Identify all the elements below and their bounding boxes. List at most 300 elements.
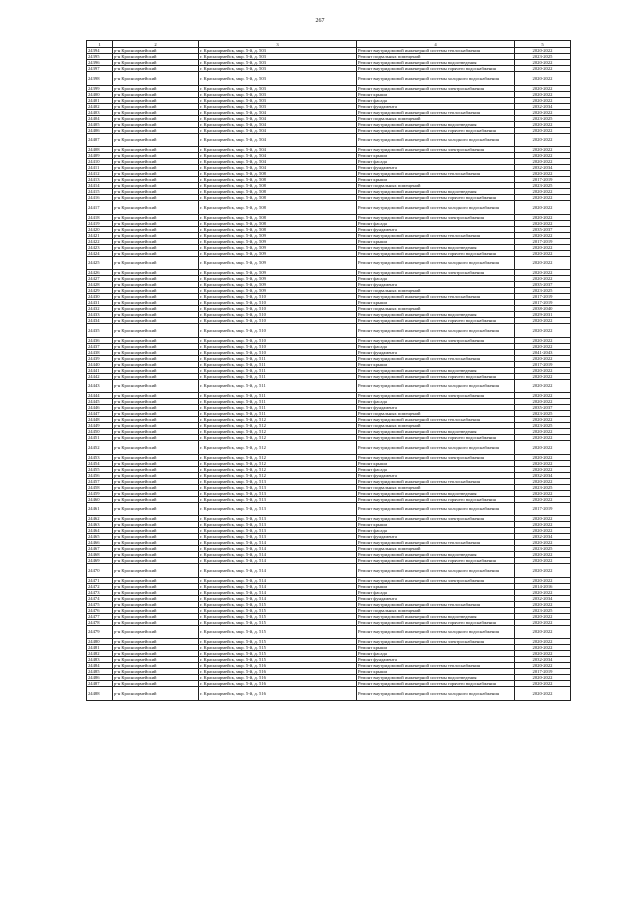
district-cell: р-н Красноармейский [113, 607, 199, 613]
row-number: 24471 [87, 577, 113, 583]
work-type-cell: Ремонт внутридомовой инженерной системы холодного водоснабжения [357, 502, 515, 516]
period-cell: 2020-2022 [515, 373, 571, 379]
work-type-cell: Ремонт фундамента [357, 103, 515, 109]
work-type-cell: Ремонт фундамента [357, 534, 515, 540]
work-type-cell: Ремонт внутридомовой инженерной системы холодного водоснабжения [357, 379, 515, 393]
address-cell: г. Красноармейск, мкр. 5-й, д. 503 [199, 72, 357, 86]
row-number: 24440 [87, 361, 113, 367]
table-row [87, 201, 571, 215]
table-row [87, 502, 571, 516]
address-cell: г. Красноармейск, мкр. 5-й, д. 515 [199, 619, 357, 625]
row-number: 24418 [87, 214, 113, 220]
row-number: 24487 [87, 681, 113, 687]
row-number: 24456 [87, 472, 113, 478]
period-cell: 2020-2022 [515, 367, 571, 373]
row-number: 24478 [87, 619, 113, 625]
work-type-cell: Ремонт подвальных помещений [357, 423, 515, 429]
period-cell: 2023-2025 [515, 115, 571, 121]
district-cell: р-н Красноармейский [113, 337, 199, 343]
address-cell: г. Красноармейск, мкр. 5-й, д. 511 [199, 411, 357, 417]
work-type-cell: Ремонт внутридомовой инженерной системы теплоснабжения [357, 355, 515, 361]
period-cell: 2020-2022 [515, 66, 571, 72]
period-cell: 2020-2022 [515, 214, 571, 220]
work-type-cell: Ремонт крыши [357, 177, 515, 183]
work-type-cell: Ремонт крыши [357, 645, 515, 651]
work-type-cell: Ремонт фасада [357, 97, 515, 103]
row-number: 24464 [87, 528, 113, 534]
address-cell: г. Красноармейск, мкр. 5-й, д. 512 [199, 441, 357, 455]
period-cell: 2032-2034 [515, 657, 571, 663]
work-type-cell: Ремонт крыши [357, 361, 515, 367]
work-type-cell: Ремонт внутридомовой инженерной системы водоотведения [357, 367, 515, 373]
row-number: 24406 [87, 127, 113, 133]
row-number: 24431 [87, 300, 113, 306]
district-cell: р-н Красноармейский [113, 171, 199, 177]
address-cell: г. Красноармейск, мкр. 5-й, д. 508 [199, 226, 357, 232]
row-number: 24434 [87, 318, 113, 324]
address-cell: г. Красноармейск, мкр. 5-й, д. 511 [199, 355, 357, 361]
row-number: 24439 [87, 355, 113, 361]
district-cell: р-н Красноармейский [113, 657, 199, 663]
row-number: 24481 [87, 645, 113, 651]
district-cell: р-н Красноармейский [113, 663, 199, 669]
period-cell: 2020-2022 [515, 60, 571, 66]
work-type-cell: Ремонт внутридомовой инженерной системы теплоснабжения [357, 294, 515, 300]
row-number: 24413 [87, 177, 113, 183]
address-cell: г. Красноармейск, мкр. 5-й, д. 508 [199, 220, 357, 226]
period-cell: 2020-2022 [515, 460, 571, 466]
period-cell: 2020-2022 [515, 393, 571, 399]
district-cell: р-н Красноармейский [113, 72, 199, 86]
period-cell: 2017-2019 [515, 300, 571, 306]
district-cell: р-н Красноармейский [113, 379, 199, 393]
period-cell: 2020-2022 [515, 466, 571, 472]
district-cell: р-н Красноармейский [113, 349, 199, 355]
row-number: 24455 [87, 466, 113, 472]
district-cell: р-н Красноармейский [113, 66, 199, 72]
row-number: 24485 [87, 669, 113, 675]
work-type-cell: Ремонт внутридомовой инженерной системы водоотведения [357, 490, 515, 496]
row-number: 24414 [87, 183, 113, 189]
row-number: 24468 [87, 552, 113, 558]
period-cell: 2020-2022 [515, 651, 571, 657]
work-type-cell: Ремонт внутридомовой инженерной системы холодного водоснабжения [357, 441, 515, 455]
period-cell: 2020-2022 [515, 558, 571, 564]
district-cell: р-н Красноармейский [113, 583, 199, 589]
row-number: 24427 [87, 276, 113, 282]
period-cell: 2020-2022 [515, 435, 571, 441]
address-cell: г. Красноармейск, мкр. 5-й, д. 514 [199, 546, 357, 552]
address-cell: г. Красноармейск, мкр. 5-й, д. 515 [199, 645, 357, 651]
work-type-cell: Ремонт фасада [357, 651, 515, 657]
work-type-cell: Ремонт внутридомовой инженерной системы водоотведения [357, 552, 515, 558]
address-cell: г. Красноармейск, мкр. 5-й, д. 504 [199, 165, 357, 171]
address-cell: г. Красноармейск, мкр. 5-й, д. 513 [199, 502, 357, 516]
row-number: 24470 [87, 564, 113, 578]
table-row [87, 133, 571, 147]
work-type-cell: Ремонт внутридомовой инженерной системы электроснабжения [357, 516, 515, 522]
period-cell: 2035-2037 [515, 282, 571, 288]
work-type-cell: Ремонт внутридомовой инженерной системы горячего водоснабжения [357, 558, 515, 564]
address-cell: г. Красноармейск, мкр. 5-й, д. 511 [199, 361, 357, 367]
address-cell: г. Красноармейск, мкр. 5-й, д. 509 [199, 244, 357, 250]
period-cell: 2032-2034 [515, 165, 571, 171]
address-cell: г. Красноармейск, мкр. 5-й, д. 509 [199, 250, 357, 256]
district-cell: р-н Красноармейский [113, 675, 199, 681]
period-cell: 2014-2016 [515, 583, 571, 589]
row-number: 24483 [87, 657, 113, 663]
address-cell: г. Красноармейск, мкр. 5-й, д. 503 [199, 103, 357, 109]
work-type-cell: Ремонт внутридомовой инженерной системы холодного водоснабжения [357, 324, 515, 338]
work-type-cell: Ремонт фасада [357, 343, 515, 349]
address-cell: г. Красноармейск, мкр. 5-й, д. 515 [199, 601, 357, 607]
address-cell: г. Красноармейск, мкр. 5-й, д. 503 [199, 60, 357, 66]
row-number: 24403 [87, 109, 113, 115]
district-cell: р-н Красноармейский [113, 153, 199, 159]
row-number: 24402 [87, 103, 113, 109]
address-cell: г. Красноармейск, мкр. 5-й, д. 514 [199, 595, 357, 601]
work-type-cell: Ремонт фасада [357, 220, 515, 226]
address-cell: г. Красноармейск, мкр. 5-й, д. 515 [199, 625, 357, 639]
work-type-cell: Ремонт внутридомовой инженерной системы теплоснабжения [357, 540, 515, 546]
row-number: 24477 [87, 613, 113, 619]
district-cell: р-н Красноармейский [113, 454, 199, 460]
period-cell: 2020-2022 [515, 441, 571, 455]
table-body [87, 48, 571, 701]
row-number: 24409 [87, 153, 113, 159]
work-type-cell: Ремонт внутридомовой инженерной системы теплоснабжения [357, 109, 515, 115]
work-type-cell: Ремонт внутридомовой инженерной системы теплоснабжения [357, 417, 515, 423]
period-cell: 2020-2022 [515, 564, 571, 578]
work-type-cell: Ремонт внутридомовой инженерной системы теплоснабжения [357, 478, 515, 484]
address-cell: г. Красноармейск, мкр. 5-й, д. 514 [199, 577, 357, 583]
address-cell: г. Красноармейск, мкр. 5-й, д. 510 [199, 324, 357, 338]
row-number: 24395 [87, 54, 113, 60]
period-cell: 2020-2022 [515, 663, 571, 669]
district-cell: р-н Красноармейский [113, 133, 199, 147]
row-number: 24394 [87, 48, 113, 54]
district-cell: р-н Красноармейский [113, 270, 199, 276]
address-cell: г. Красноармейск, мкр. 5-й, д. 515 [199, 607, 357, 613]
period-cell: 2020-2022 [515, 429, 571, 435]
district-cell: р-н Красноармейский [113, 429, 199, 435]
period-cell: 2035-2037 [515, 405, 571, 411]
period-cell: 2020-2022 [515, 589, 571, 595]
column-header-5: 5 [515, 41, 571, 48]
address-cell: г. Красноармейск, мкр. 5-й, д. 515 [199, 651, 357, 657]
row-number: 24420 [87, 226, 113, 232]
column-header-3: 3 [199, 41, 357, 48]
district-cell: р-н Красноармейский [113, 177, 199, 183]
address-cell: г. Красноармейск, мкр. 5-й, д. 508 [199, 183, 357, 189]
row-number: 24476 [87, 607, 113, 613]
period-cell: 2023-2025 [515, 411, 571, 417]
address-cell: г. Красноармейск, мкр. 5-й, д. 513 [199, 496, 357, 502]
address-cell: г. Красноармейск, мкр. 5-й, д. 514 [199, 540, 357, 546]
address-cell: г. Красноармейск, мкр. 5-й, д. 512 [199, 435, 357, 441]
address-cell: г. Красноармейск, мкр. 5-й, д. 503 [199, 48, 357, 54]
address-cell: г. Красноармейск, мкр. 5-й, д. 513 [199, 484, 357, 490]
district-cell: р-н Красноармейский [113, 613, 199, 619]
period-cell: 2020-2022 [515, 625, 571, 639]
row-number: 24421 [87, 232, 113, 238]
row-number: 24479 [87, 625, 113, 639]
work-type-cell: Ремонт подвальных помещений [357, 607, 515, 613]
address-cell: г. Красноармейск, мкр. 5-й, д. 512 [199, 460, 357, 466]
work-type-cell: Ремонт внутридомовой инженерной системы электроснабжения [357, 147, 515, 153]
period-cell: 2020-2022 [515, 454, 571, 460]
work-type-cell: Ремонт подвальных помещений [357, 288, 515, 294]
row-number: 24412 [87, 171, 113, 177]
address-cell: г. Красноармейск, мкр. 5-й, д. 509 [199, 288, 357, 294]
work-type-cell: Ремонт внутридомовой инженерной системы горячего водоснабжения [357, 195, 515, 201]
row-number: 24451 [87, 435, 113, 441]
period-cell: 2017-2019 [515, 669, 571, 675]
row-number: 24463 [87, 522, 113, 528]
work-type-cell: Ремонт внутридомовой инженерной системы электроснабжения [357, 85, 515, 91]
district-cell: р-н Красноармейский [113, 201, 199, 215]
address-cell: г. Красноармейск, мкр. 5-й, д. 512 [199, 466, 357, 472]
work-type-cell: Ремонт фундамента [357, 595, 515, 601]
row-number: 24484 [87, 663, 113, 669]
period-cell: 2020-2022 [515, 522, 571, 528]
period-cell: 2032-2034 [515, 595, 571, 601]
work-type-cell: Ремонт подвальных помещений [357, 484, 515, 490]
district-cell: р-н Красноармейский [113, 60, 199, 66]
district-cell: р-н Красноармейский [113, 522, 199, 528]
work-type-cell: Ремонт фундамента [357, 165, 515, 171]
row-number: 24436 [87, 337, 113, 343]
period-cell: 2020-2022 [515, 220, 571, 226]
table-row [87, 379, 571, 393]
district-cell: р-н Красноармейский [113, 669, 199, 675]
district-cell: р-н Красноармейский [113, 472, 199, 478]
row-number: 24454 [87, 460, 113, 466]
address-cell: г. Красноармейск, мкр. 5-й, д. 512 [199, 472, 357, 478]
address-cell: г. Красноармейск, мкр. 5-й, д. 509 [199, 238, 357, 244]
row-number: 24415 [87, 189, 113, 195]
table-row [87, 441, 571, 455]
row-number: 24425 [87, 256, 113, 270]
row-number: 24428 [87, 282, 113, 288]
district-cell: р-н Красноармейский [113, 405, 199, 411]
district-cell: р-н Красноармейский [113, 516, 199, 522]
work-type-cell: Ремонт внутридомовой инженерной системы теплоснабжения [357, 48, 515, 54]
district-cell: р-н Красноармейский [113, 595, 199, 601]
period-cell: 2020-2022 [515, 147, 571, 153]
address-cell: г. Красноармейск, мкр. 5-й, д. 510 [199, 318, 357, 324]
work-type-cell: Ремонт внутридомовой инженерной системы холодного водоснабжения [357, 564, 515, 578]
row-number: 24465 [87, 534, 113, 540]
work-type-cell: Ремонт подвальных помещений [357, 306, 515, 312]
row-number: 24423 [87, 244, 113, 250]
row-number: 24407 [87, 133, 113, 147]
period-cell: 2020-2022 [515, 639, 571, 645]
period-cell: 2017-2019 [515, 502, 571, 516]
address-cell: г. Красноармейск, мкр. 5-й, д. 510 [199, 312, 357, 318]
address-cell: г. Красноармейск, мкр. 5-й, д. 516 [199, 675, 357, 681]
row-number: 24444 [87, 393, 113, 399]
row-number: 24458 [87, 484, 113, 490]
district-cell: р-н Красноармейский [113, 189, 199, 195]
row-number: 24446 [87, 405, 113, 411]
period-cell: 2020-2022 [515, 244, 571, 250]
address-cell: г. Красноармейск, мкр. 5-й, д. 513 [199, 490, 357, 496]
period-cell: 2020-2022 [515, 97, 571, 103]
work-type-cell: Ремонт внутридомовой инженерной системы теплоснабжения [357, 601, 515, 607]
district-cell: р-н Красноармейский [113, 564, 199, 578]
work-type-cell: Ремонт фундамента [357, 282, 515, 288]
district-cell: р-н Красноармейский [113, 288, 199, 294]
table-row [87, 625, 571, 639]
row-number: 24459 [87, 490, 113, 496]
work-type-cell: Ремонт внутридомовой инженерной системы холодного водоснабжения [357, 256, 515, 270]
row-number: 24401 [87, 97, 113, 103]
period-cell: 2020-2022 [515, 681, 571, 687]
period-cell: 2020-2022 [515, 619, 571, 625]
address-cell: г. Красноармейск, мкр. 5-й, д. 513 [199, 516, 357, 522]
row-number: 24435 [87, 324, 113, 338]
row-number: 24475 [87, 601, 113, 607]
period-cell: 2020-2022 [515, 195, 571, 201]
period-cell: 2023-2025 [515, 183, 571, 189]
row-number: 24460 [87, 496, 113, 502]
row-number: 24469 [87, 558, 113, 564]
district-cell: р-н Красноармейский [113, 625, 199, 639]
district-cell: р-н Красноармейский [113, 244, 199, 250]
period-cell: 2020-2022 [515, 256, 571, 270]
row-number: 24447 [87, 411, 113, 417]
work-type-cell: Ремонт внутридомовой инженерной системы горячего водоснабжения [357, 127, 515, 133]
period-cell: 2020-2022 [515, 552, 571, 558]
period-cell: 2020-2022 [515, 577, 571, 583]
district-cell: р-н Красноармейский [113, 109, 199, 115]
district-cell: р-н Красноармейский [113, 159, 199, 165]
district-cell: р-н Красноармейский [113, 619, 199, 625]
district-cell: р-н Красноармейский [113, 466, 199, 472]
address-cell: г. Красноармейск, мкр. 5-й, д. 504 [199, 153, 357, 159]
address-cell: г. Красноармейск, мкр. 5-й, д. 503 [199, 66, 357, 72]
work-type-cell: Ремонт внутридомовой инженерной системы горячего водоснабжения [357, 681, 515, 687]
period-cell: 2023-2025 [515, 54, 571, 60]
period-cell: 2035-2037 [515, 226, 571, 232]
period-cell: 2020-2022 [515, 516, 571, 522]
district-cell: р-н Красноармейский [113, 546, 199, 552]
address-cell: г. Красноармейск, мкр. 5-й, д. 510 [199, 306, 357, 312]
period-cell: 2020-2022 [515, 250, 571, 256]
address-cell: г. Красноармейск, мкр. 5-й, д. 503 [199, 91, 357, 97]
district-cell: р-н Красноармейский [113, 250, 199, 256]
district-cell: р-н Красноармейский [113, 534, 199, 540]
district-cell: р-н Красноармейский [113, 165, 199, 171]
address-cell: г. Красноармейск, мкр. 5-й, д. 510 [199, 294, 357, 300]
work-type-cell: Ремонт внутридомовой инженерной системы водоотведения [357, 429, 515, 435]
address-cell: г. Красноармейск, мкр. 5-й, д. 510 [199, 349, 357, 355]
work-type-cell: Ремонт внутридомовой инженерной системы горячего водоснабжения [357, 619, 515, 625]
district-cell: р-н Красноармейский [113, 367, 199, 373]
district-cell: р-н Красноармейский [113, 97, 199, 103]
row-number: 24445 [87, 399, 113, 405]
period-cell: 2020-2022 [515, 687, 571, 701]
row-number: 24450 [87, 429, 113, 435]
work-type-cell: Ремонт крыши [357, 669, 515, 675]
address-cell: г. Красноармейск, мкр. 5-й, д. 504 [199, 121, 357, 127]
address-cell: г. Красноармейск, мкр. 5-й, д. 504 [199, 115, 357, 121]
address-cell: г. Красноармейск, мкр. 5-й, д. 504 [199, 147, 357, 153]
district-cell: р-н Красноармейский [113, 435, 199, 441]
work-type-cell: Ремонт фасада [357, 399, 515, 405]
address-cell: г. Красноармейск, мкр. 5-й, д. 504 [199, 127, 357, 133]
address-cell: г. Красноармейск, мкр. 5-й, д. 508 [199, 189, 357, 195]
row-number: 24396 [87, 60, 113, 66]
column-header-2: 2 [113, 41, 199, 48]
work-type-cell: Ремонт внутридомовой инженерной системы горячего водоснабжения [357, 250, 515, 256]
district-cell: р-н Красноармейский [113, 355, 199, 361]
district-cell: р-н Красноармейский [113, 276, 199, 282]
address-cell: г. Красноармейск, мкр. 5-й, д. 511 [199, 399, 357, 405]
address-cell: г. Красноармейск, мкр. 5-й, д. 513 [199, 522, 357, 528]
address-cell: г. Красноармейск, мкр. 5-й, д. 508 [199, 195, 357, 201]
address-cell: г. Красноармейск, мкр. 5-й, д. 503 [199, 97, 357, 103]
district-cell: р-н Красноармейский [113, 226, 199, 232]
work-type-cell: Ремонт внутридомовой инженерной системы водоотведения [357, 312, 515, 318]
district-cell: р-н Красноармейский [113, 220, 199, 226]
row-number: 24405 [87, 121, 113, 127]
address-cell: г. Красноармейск, мкр. 5-й, д. 513 [199, 528, 357, 534]
district-cell: р-н Красноармейский [113, 411, 199, 417]
period-cell: 2020-2022 [515, 232, 571, 238]
work-type-cell: Ремонт крыши [357, 300, 515, 306]
table-row [87, 324, 571, 338]
period-cell: 2020-2022 [515, 318, 571, 324]
work-type-cell: Ремонт внутридомовой инженерной системы электроснабжения [357, 577, 515, 583]
table-header [87, 41, 571, 48]
work-type-cell: Ремонт внутридомовой инженерной системы горячего водоснабжения [357, 496, 515, 502]
row-number: 24400 [87, 91, 113, 97]
district-cell: р-н Красноармейский [113, 121, 199, 127]
row-number: 24426 [87, 270, 113, 276]
work-type-cell: Ремонт внутридомовой инженерной системы горячего водоснабжения [357, 318, 515, 324]
period-cell: 2038-2040 [515, 306, 571, 312]
work-type-cell: Ремонт внутридомовой инженерной системы электроснабжения [357, 639, 515, 645]
district-cell: р-н Красноармейский [113, 687, 199, 701]
period-cell: 2020-2022 [515, 379, 571, 393]
district-cell: р-н Красноармейский [113, 528, 199, 534]
address-cell: г. Красноармейск, мкр. 5-й, д. 508 [199, 214, 357, 220]
district-cell: р-н Красноармейский [113, 195, 199, 201]
address-cell: г. Красноармейск, мкр. 5-й, д. 511 [199, 373, 357, 379]
district-cell: р-н Красноармейский [113, 639, 199, 645]
work-type-cell: Ремонт внутридомовой инженерной системы теплоснабжения [357, 663, 515, 669]
address-cell: г. Красноармейск, мкр. 5-й, д. 510 [199, 343, 357, 349]
district-cell: р-н Красноармейский [113, 361, 199, 367]
period-cell: 2020-2022 [515, 496, 571, 502]
district-cell: р-н Красноармейский [113, 324, 199, 338]
work-type-cell: Ремонт внутридомовой инженерной системы электроснабжения [357, 393, 515, 399]
address-cell: г. Красноармейск, мкр. 5-й, д. 509 [199, 270, 357, 276]
period-cell: 2020-2022 [515, 601, 571, 607]
column-header-1: 1 [87, 41, 113, 48]
row-number: 24433 [87, 312, 113, 318]
address-cell: г. Красноармейск, мкр. 5-й, д. 513 [199, 534, 357, 540]
district-cell: р-н Красноармейский [113, 147, 199, 153]
period-cell: 2020-2022 [515, 478, 571, 484]
district-cell: р-н Красноармейский [113, 294, 199, 300]
address-cell: г. Красноармейск, мкр. 5-й, д. 504 [199, 159, 357, 165]
work-type-cell: Ремонт подвальных помещений [357, 54, 515, 60]
period-cell: 2020-2022 [515, 399, 571, 405]
work-type-cell: Ремонт внутридомовой инженерной системы холодного водоснабжения [357, 625, 515, 639]
